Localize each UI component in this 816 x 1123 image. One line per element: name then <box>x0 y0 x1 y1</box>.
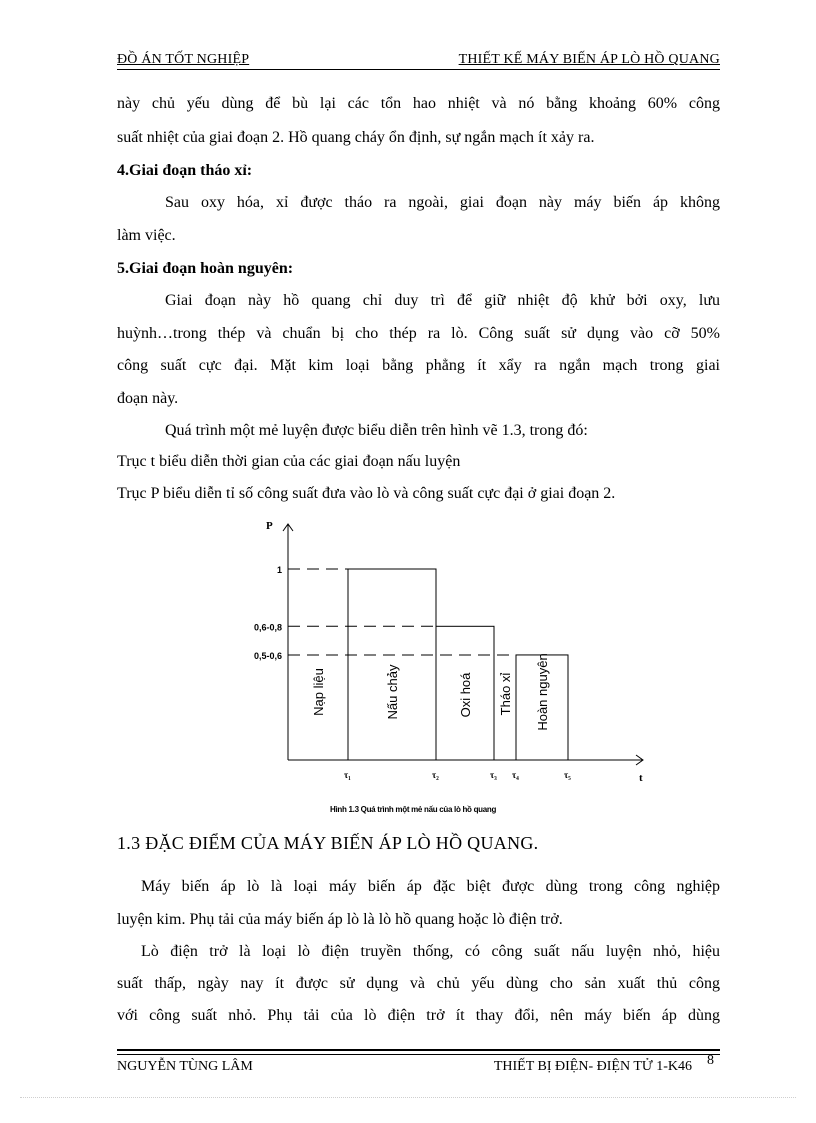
body-line: này chủ yếu dùng để bù lại các tổn hao nhiệt và nó bằng khoảng 60% công <box>117 95 720 112</box>
x-tick-label: τ₄ <box>512 770 519 780</box>
header-rule <box>117 69 720 70</box>
x-tick-label: τ₂ <box>432 770 439 780</box>
page-header <box>117 48 720 68</box>
body-line: suất nhiệt của giai đoạn 2. Hồ quang cháy ổn định, sự ngắn mạch ít xảy ra. <box>117 129 595 146</box>
body-line: Quá trình một mẻ luyện được biểu diễn trên hình vẽ 1.3, trong đó: <box>165 422 588 439</box>
body-line: Sau oxy hóa, xỉ được tháo ra ngoài, giai đoạn này máy biến áp không <box>165 194 720 211</box>
body-line: Lò điện trở là loại lò điện truyền thống, có công suất nấu luyện nhỏ, hiệu <box>141 943 720 960</box>
header-left: ĐỒ ÁN TỐT NGHIỆP <box>117 52 250 67</box>
section-title: 1.3 ĐẶC ĐIỂM CỦA MÁY BIẾN ÁP LÒ HỒ QUANG. <box>117 833 539 853</box>
stage-label: Nấu chảy <box>385 664 400 720</box>
bar-2 <box>348 569 436 760</box>
y-tick-label: 0,6-0,8 <box>253 622 282 633</box>
body-line: làm việc. <box>117 227 176 244</box>
body-line: luyện kim. Phụ tải của máy biến áp lò là lò hồ quang hoặc lò điện trở. <box>117 911 563 928</box>
stage-label: Nạp liệu <box>311 668 326 716</box>
figure-caption: Hình 1.3 Quá trình một mẻ nấu của lò hồ quang <box>330 805 497 814</box>
heading-stage-5: 5.Giai đoạn hoàn nguyên: <box>117 260 294 277</box>
body-line: với công suất nhỏ. Phụ tải của lò điện trở ít thay đổi, nên máy biến áp dùng <box>117 1007 720 1024</box>
x-tick-label: τ₅ <box>564 770 571 780</box>
stage-power-chart <box>215 512 655 788</box>
x-tick-label: τ₁ <box>344 770 351 780</box>
page-edge-dots <box>20 1097 796 1098</box>
x-tick-label: τ₃ <box>490 770 497 780</box>
y-tick-label: 0,5-0,6 <box>253 650 282 661</box>
footer-author: NGUYỄN TÙNG LÂM <box>117 1059 253 1074</box>
body-line: Trục t biểu diễn thời gian của các giai đoạn nấu luyện <box>117 453 461 470</box>
body-line: huỳnh…trong thép và chuẩn bị cho thép ra lò. Công suất sử dụng vào cỡ 50% <box>117 325 720 342</box>
body-line: Giai đoạn này hồ quang chỉ duy trì để giữ nhiệt độ khử bởi oxy, lưu <box>165 292 720 309</box>
header-right: THIẾT KẾ MÁY BIẾN ÁP LÒ HỒ QUANG <box>458 52 720 67</box>
footer-rule-thin <box>117 1054 720 1055</box>
body-line: Máy biến áp lò là loại máy biến áp đặc biệt được dùng trong công nghiệp <box>141 878 720 895</box>
body-line: suất thấp, ngày nay ít được sử dụng và chủ yếu dùng cho sản xuất thủ công <box>117 975 720 992</box>
page-footer <box>117 1059 692 1075</box>
body-line: Trục P biểu diễn tỉ số công suất đưa vào lò và công suất cực đại ở giai đoạn 2. <box>117 485 616 502</box>
stage-label: Oxi hoá <box>458 672 473 718</box>
body-line: đoạn này. <box>117 390 179 407</box>
footer-class: THIẾT BỊ ĐIỆN- ĐIỆN TỬ 1-K46 <box>493 1059 692 1074</box>
x-axis-label: t <box>639 772 643 784</box>
stage-label: Tháo xỉ <box>498 672 513 716</box>
heading-stage-4: 4.Giai đoạn tháo xỉ: <box>117 162 253 179</box>
stage-label: Hoàn nguyên <box>535 653 550 731</box>
body-line: công suất cực đại. Mặt kim loại bằng phẳng ít xẩy ra ngắn mạch trong giai <box>117 357 720 374</box>
y-tick-label: 1 <box>276 565 282 575</box>
footer-rule <box>117 1049 720 1051</box>
page-number: 8 <box>707 1053 714 1068</box>
y-axis-label: P <box>266 520 273 532</box>
